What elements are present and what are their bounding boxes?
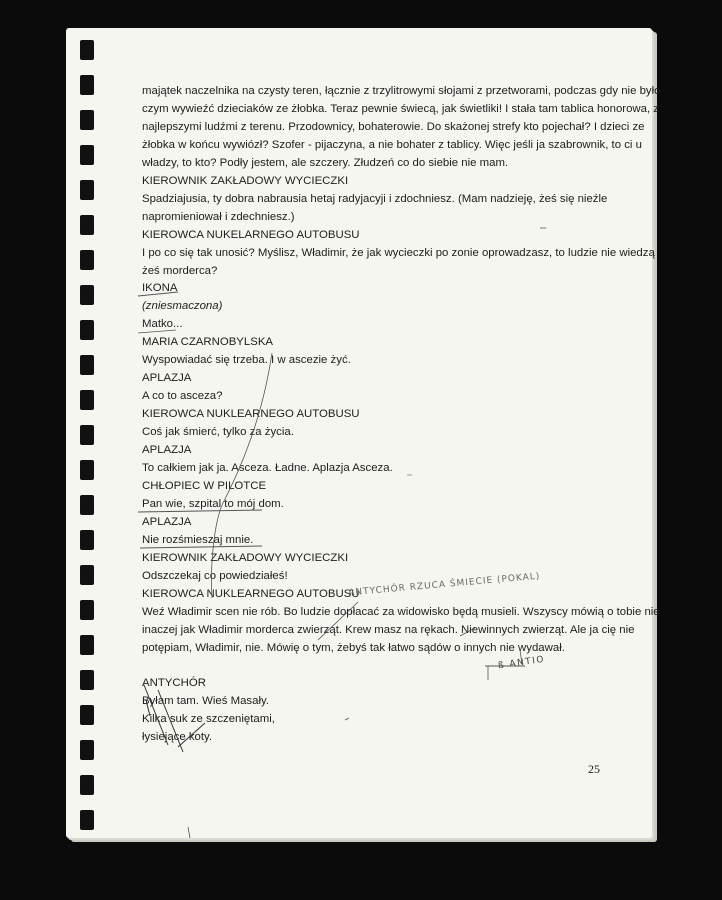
- text-line: To całkiem jak ja. Asceza. Ładne. Aplazja Asceza.: [142, 462, 393, 475]
- binding-hole: [80, 215, 94, 235]
- binding-hole: [80, 495, 94, 515]
- spiral-binding: [80, 40, 96, 840]
- text-line: Pan wie, szpital to mój dom.: [142, 497, 284, 510]
- binding-hole: [80, 425, 94, 445]
- text-line: KIEROWCA NUKLEARNEGO AUTOBUSU: [142, 587, 360, 600]
- text-line: żeś morderca?: [142, 264, 218, 277]
- text-line: władzy, to kto? Podły jestem, ale szczery. Złudzeń co do siebie nie mam.: [142, 156, 509, 169]
- text-line: Matko...: [142, 318, 183, 331]
- binding-hole: [80, 705, 94, 725]
- text-line: ANTYCHÓR: [142, 677, 206, 690]
- binding-hole: [80, 285, 94, 305]
- binding-hole: [80, 355, 94, 375]
- text-line: Coś jak śmierć, tylko za życia.: [142, 426, 294, 439]
- handwritten-note-margin: ß ANTIO: [497, 654, 546, 672]
- binding-hole: [80, 635, 94, 655]
- binding-hole: [80, 75, 94, 95]
- text-line: czym wywieźć dzieciaków ze żłobka. Teraz pewnie świecą, jak świetliki! I stała tam tablica honorowa, z: [142, 102, 659, 115]
- text-line: majątek naczelnika na czysty teren, łącznie z trzylitrowymi słojami z przetworami, podczas gdy nie było: [142, 85, 661, 97]
- script-text: [142, 83, 661, 747]
- text-line: potępiam, Władimir, nie. Mówię o tym, żebyś tak łatwo sądów o innych nie wydawał.: [142, 641, 565, 654]
- text-line: KIEROWNIK ZAKŁADOWY WYCIECZKI: [142, 174, 349, 187]
- text-line: CHŁOPIEC W PILOTCE: [142, 479, 267, 492]
- binding-hole: [80, 775, 94, 795]
- binding-hole: [80, 740, 94, 760]
- text-line: łysiejące koty.: [142, 731, 213, 744]
- text-line: Nie rozśmieszaj mnie.: [142, 533, 254, 546]
- text-line: IKONA: [142, 282, 178, 295]
- text-line: Wyspowiadać się trzeba. I w ascezie żyć.: [142, 354, 351, 367]
- binding-hole: [80, 145, 94, 165]
- binding-hole: [80, 110, 94, 130]
- binding-hole: [80, 565, 94, 585]
- binding-hole: [80, 250, 94, 270]
- text-line: Byłam tam. Wieś Masały.: [142, 695, 270, 708]
- text-line: najlepszymi ludźmi z terenu. Przodownicy, bohaterowie. Do skażonej strefy kto pojechał? I dzieci ze: [142, 120, 645, 133]
- text-line: KIEROWCA NUKELARNEGO AUTOBUSU: [142, 228, 360, 241]
- binding-hole: [80, 40, 94, 60]
- text-line: (zniesmaczona): [142, 300, 223, 313]
- text-line: Weź Władimir scen nie rób. Bo ludzie dopłacać za widowisko będą musieli. Wszyscy mówią o tobie nie: [142, 605, 660, 618]
- binding-hole: [80, 460, 94, 480]
- text-line: KIEROWCA NUKLEARNEGO AUTOBUSU: [142, 408, 360, 421]
- text-line: żłobka w końcu wywiózł? Szofer - pijaczyna, a nie bohater z tablicy. Więc jeśli ja szabrownik, to ci u: [142, 138, 642, 151]
- text-line: A co to asceza?: [142, 390, 223, 403]
- text-line: APLAZJA: [142, 515, 192, 528]
- text-line: I po co się tak unosić? Myślisz, Władimir, że jak wycieczki po zonie oprowadzasz, to ludzie nie wiedzą: [142, 246, 655, 259]
- binding-hole: [80, 180, 94, 200]
- binding-hole: [80, 600, 94, 620]
- binding-hole: [80, 320, 94, 340]
- text-line: MARIA CZARNOBYLSKA: [142, 336, 274, 349]
- text-line: KIEROWNIK ZAKŁADOWY WYCIECZKI: [142, 551, 349, 564]
- text-line: APLAZJA: [142, 444, 192, 457]
- binding-hole: [80, 530, 94, 550]
- text-line: Spadziajusia, ty dobra nabrausia hetaj radyjacyji i zdochniesz. (Mam nadzieję, żeś się nieźle: [142, 192, 608, 205]
- text-line: APLAZJA: [142, 372, 192, 385]
- binding-hole: [80, 390, 94, 410]
- binding-hole: [80, 670, 94, 690]
- text-line: Odszczekaj co powiedziałeś!: [142, 569, 288, 582]
- handwritten-note-stage-direction: ANTYCHÓR RZUCA ŚMIECIE (POKAL): [347, 571, 541, 599]
- text-line: napromieniował i zdechniesz.): [142, 210, 295, 223]
- binding-hole: [80, 810, 94, 830]
- text-line: inaczej jak Władimir morderca zwierząt. Krew masz na rękach. Niewinnych zwierząt. Ale ja cię nie: [142, 623, 635, 636]
- page-number: 25: [588, 762, 600, 776]
- text-line: Kilka suk ze szczeniętami,: [142, 713, 275, 726]
